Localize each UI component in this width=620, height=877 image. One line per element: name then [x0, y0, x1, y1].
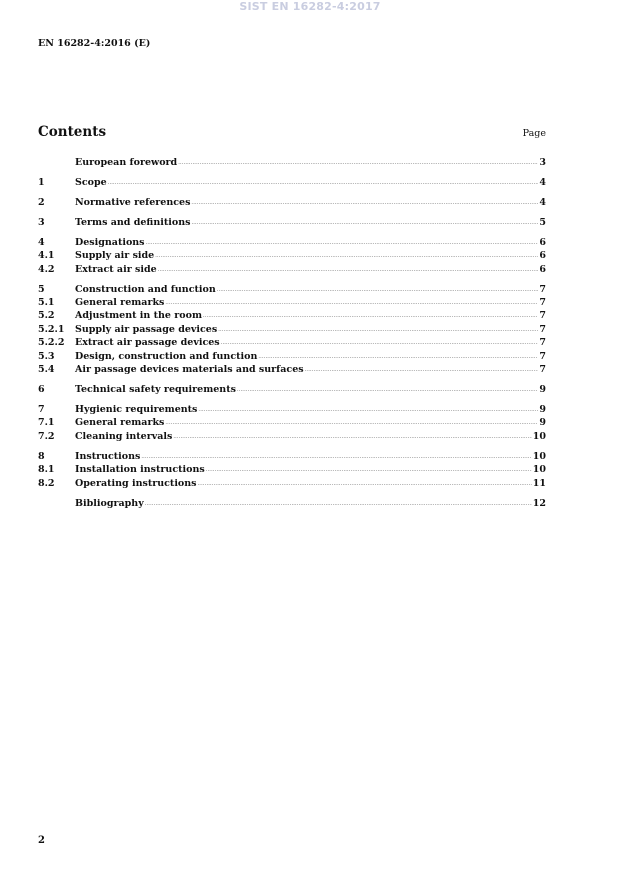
toc-entry-title: Terms and definitions [75, 216, 191, 228]
toc-entry[interactable] [38, 216, 546, 229]
toc-entry[interactable] [38, 296, 546, 309]
toc-entry-page: 7 [539, 364, 546, 376]
toc-entry[interactable] [38, 477, 546, 490]
toc-dot-leader [165, 417, 538, 430]
document-id: EN 16282-4:2016 (E) [38, 38, 151, 49]
toc-entry-number: 6 [38, 384, 45, 396]
toc-entry-page: 9 [539, 404, 546, 416]
toc-entry-page: 6 [539, 236, 546, 248]
toc-entry-number: 2 [38, 196, 45, 208]
toc-entry-title: Supply air passage devices [75, 323, 218, 335]
toc-entry-title: Operating instructions [75, 477, 197, 489]
toc-entry-title: Hygienic requirements [75, 404, 198, 416]
toc-entry[interactable] [38, 383, 546, 396]
toc-dot-leader [165, 297, 538, 310]
toc-entry-page: 5 [539, 216, 546, 228]
toc-dot-leader [178, 157, 538, 170]
toc-dot-leader [198, 478, 532, 491]
toc-entry-page: 7 [539, 283, 546, 295]
toc-entry-number: 3 [38, 216, 45, 228]
toc-entry-title: Air passage devices materials and surfaces [75, 364, 304, 376]
toc-entry-number: 5.1 [38, 297, 55, 309]
toc-entry-page: 6 [539, 263, 546, 275]
page-column-header: Page [522, 128, 546, 139]
toc-entry-page: 3 [539, 157, 546, 168]
toc-entry[interactable] [38, 403, 546, 416]
toc-entry-title: General remarks [75, 417, 165, 429]
toc-entry-page: 6 [539, 250, 546, 262]
toc-entry-page: 9 [539, 384, 546, 396]
toc-entry-title: Adjustment in the room [75, 310, 202, 322]
toc-entry[interactable] [38, 363, 546, 376]
toc-entry[interactable] [38, 236, 546, 249]
toc-entry[interactable] [38, 156, 546, 169]
toc-dot-leader [305, 364, 539, 377]
toc-entry-number: 4.1 [38, 250, 55, 262]
toc-entry-number: 5.2.1 [38, 323, 65, 335]
toc-entry-title: Designations [75, 236, 145, 248]
toc-entry[interactable] [38, 463, 546, 476]
toc-entry[interactable] [38, 416, 546, 429]
toc-dot-leader [155, 250, 538, 263]
table-of-contents [38, 156, 546, 510]
toc-entry-page: 4 [539, 176, 546, 188]
toc-entry-title: Construction and function [75, 283, 216, 295]
toc-entry-title: General remarks [75, 297, 165, 309]
toc-entry-page: 7 [539, 323, 546, 335]
toc-dot-leader [191, 197, 538, 210]
toc-dot-leader [206, 464, 532, 477]
toc-entry-title: Instructions [75, 450, 141, 462]
contents-title: Contents [38, 124, 107, 140]
toc-entry-page: 7 [539, 350, 546, 362]
toc-dot-leader [217, 284, 539, 297]
toc-dot-leader [218, 324, 538, 337]
toc-dot-leader [203, 310, 538, 323]
toc-entry-page: 11 [532, 477, 546, 489]
toc-entry[interactable] [38, 430, 546, 443]
toc-entry-number: 5.2.2 [38, 337, 65, 349]
toc-entry-title: Bibliography [75, 497, 144, 509]
toc-entry[interactable] [38, 309, 546, 322]
toc-dot-leader [198, 404, 538, 417]
toc-dot-leader [141, 451, 531, 464]
toc-dot-leader [108, 177, 539, 190]
toc-entry-number: 7.1 [38, 417, 55, 429]
toc-entry[interactable] [38, 350, 546, 363]
toc-entry-number: 7.2 [38, 430, 55, 442]
toc-entry-number: 8.1 [38, 464, 55, 476]
watermark: SIST EN 16282-4:2017 [239, 0, 381, 13]
toc-entry-number: 4 [38, 236, 45, 248]
toc-entry-page: 4 [539, 196, 546, 208]
toc-entry-page: 9 [539, 417, 546, 429]
toc-entry-number: 5.3 [38, 350, 55, 362]
toc-dot-leader [158, 264, 539, 277]
toc-dot-leader [145, 498, 532, 511]
toc-entry[interactable] [38, 249, 546, 262]
toc-entry-page: 10 [532, 464, 546, 476]
toc-entry-title: Extract air passage devices [75, 337, 220, 349]
page-number: 2 [38, 835, 45, 846]
toc-entry-page: 10 [532, 450, 546, 462]
toc-entry[interactable] [38, 263, 546, 276]
toc-entry-title: Installation instructions [75, 464, 205, 476]
toc-entry[interactable] [38, 176, 546, 189]
toc-dot-leader [237, 384, 538, 397]
toc-entry[interactable] [38, 196, 546, 209]
toc-entry-page: 10 [532, 430, 546, 442]
toc-entry-number: 5.4 [38, 364, 55, 376]
toc-entry-title: Cleaning intervals [75, 430, 173, 442]
toc-entry-number: 4.2 [38, 263, 55, 275]
toc-entry[interactable] [38, 497, 546, 510]
toc-entry-title: European foreword [75, 157, 178, 168]
toc-dot-leader [173, 431, 531, 444]
toc-entry-page: 7 [539, 310, 546, 322]
toc-entry-title: Technical safety requirements [75, 384, 236, 396]
toc-entry-number: 5 [38, 283, 45, 295]
toc-entry-number: 8.2 [38, 477, 55, 489]
toc-entry[interactable] [38, 450, 546, 463]
toc-entry-number: 8 [38, 450, 45, 462]
toc-entry-number: 5.2 [38, 310, 55, 322]
toc-entry-number: 7 [38, 404, 45, 416]
toc-entry-title: Extract air side [75, 263, 157, 275]
toc-entry-title: Scope [75, 176, 107, 188]
toc-entry[interactable] [38, 323, 546, 336]
toc-entry-title: Design, construction and function [75, 350, 258, 362]
toc-entry-page: 7 [539, 337, 546, 349]
toc-dot-leader [221, 337, 539, 350]
toc-entry-title: Supply air side [75, 250, 155, 262]
toc-entry-page: 12 [532, 497, 546, 509]
toc-entry[interactable] [38, 283, 546, 296]
toc-entry-page: 7 [539, 297, 546, 309]
toc-dot-leader [191, 217, 538, 230]
toc-entry[interactable] [38, 336, 546, 349]
toc-dot-leader [146, 237, 539, 250]
toc-entry-title: Normative references [75, 196, 191, 208]
toc-entry-number: 1 [38, 176, 45, 188]
toc-dot-leader [258, 351, 538, 364]
